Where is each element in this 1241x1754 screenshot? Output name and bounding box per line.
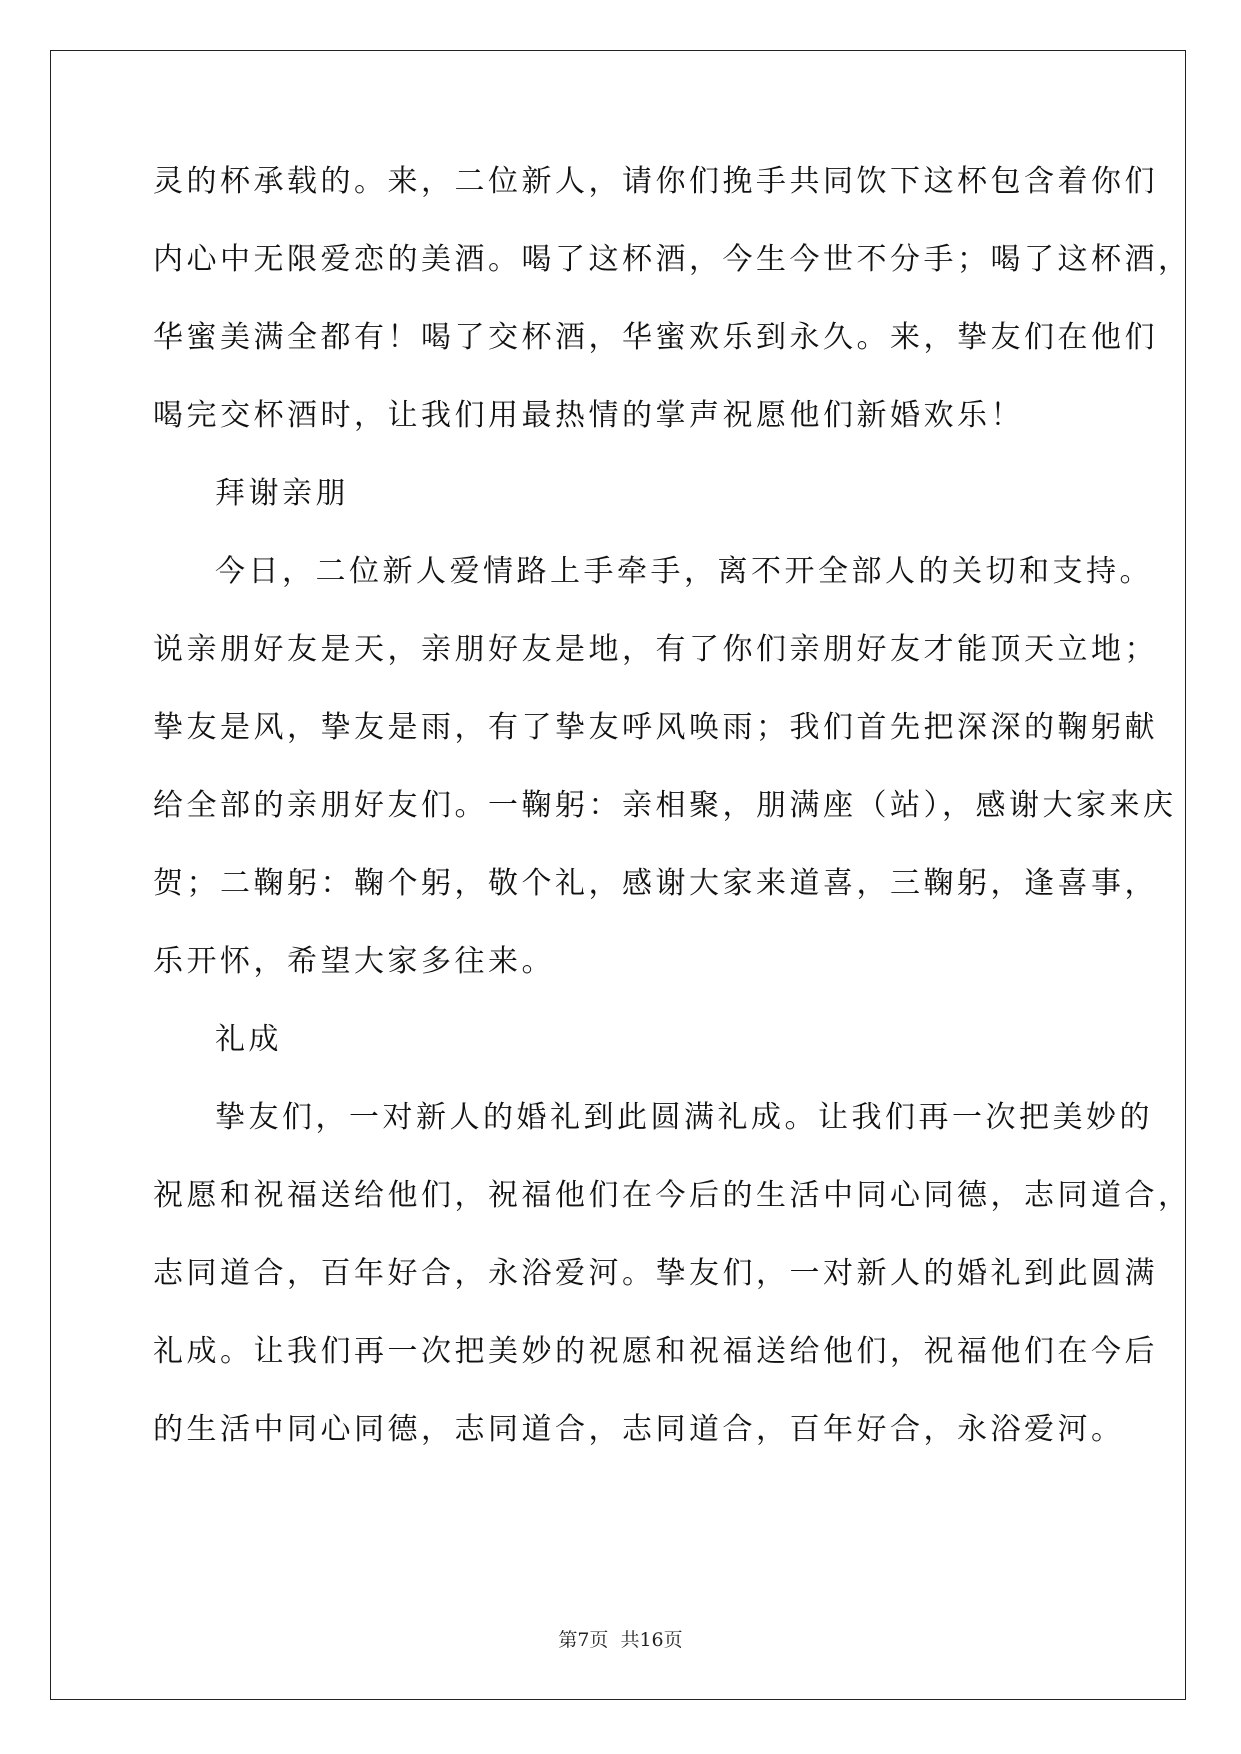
section-heading: 礼成 <box>215 1022 282 1057</box>
text-line: 华蜜美满全都有！喝了交杯酒，华蜜欢乐到永久。来，挚友们在他们 <box>153 320 1158 355</box>
section-heading: 拜谢亲朋 <box>215 476 349 511</box>
text-line: 今日，二位新人爱情路上手牵手，离不开全部人的关切和支持。 <box>215 554 1153 589</box>
text-line: 挚友是风，挚友是雨，有了挚友呼风唤雨；我们首先把深深的鞠躬献 <box>153 710 1158 745</box>
text-line: 礼成。让我们再一次把美妙的祝愿和祝福送给他们，祝福他们在今后 <box>153 1334 1158 1369</box>
text-line: 挚友们，一对新人的婚礼到此圆满礼成。让我们再一次把美妙的 <box>215 1100 1153 1135</box>
page-total: 共16页 <box>620 1629 683 1651</box>
text-line: 乐开怀，希望大家多往来。 <box>153 944 555 979</box>
page-number: 第7页 <box>558 1629 609 1651</box>
text-line: 喝完交杯酒时，让我们用最热情的掌声祝愿他们新婚欢乐！ <box>153 398 1024 433</box>
text-line: 灵的杯承载的。来，二位新人，请你们挽手共同饮下这杯包含着你们 <box>153 164 1158 199</box>
text-line: 内心中无限爱恋的美酒。喝了这杯酒，今生今世不分手；喝了这杯酒， <box>153 242 1192 277</box>
text-line: 给全部的亲朋好友们。一鞠躬：亲相聚，朋满座（站），感谢大家来庆 <box>153 788 1177 823</box>
text-line: 的生活中同心同德，志同道合，志同道合，百年好合，永浴爱河。 <box>153 1412 1125 1447</box>
page-footer <box>0 1625 1241 1652</box>
text-line: 说亲朋好友是天，亲朋好友是地，有了你们亲朋好友才能顶天立地； <box>153 632 1158 667</box>
text-line: 贺；二鞠躬：鞠个躬，敬个礼，感谢大家来道喜，三鞠躬，逢喜事， <box>153 866 1158 901</box>
text-line: 志同道合，百年好合，永浴爱河。挚友们，一对新人的婚礼到此圆满 <box>153 1256 1158 1291</box>
text-line: 祝愿和祝福送给他们，祝福他们在今后的生活中同心同德，志同道合， <box>153 1178 1192 1213</box>
